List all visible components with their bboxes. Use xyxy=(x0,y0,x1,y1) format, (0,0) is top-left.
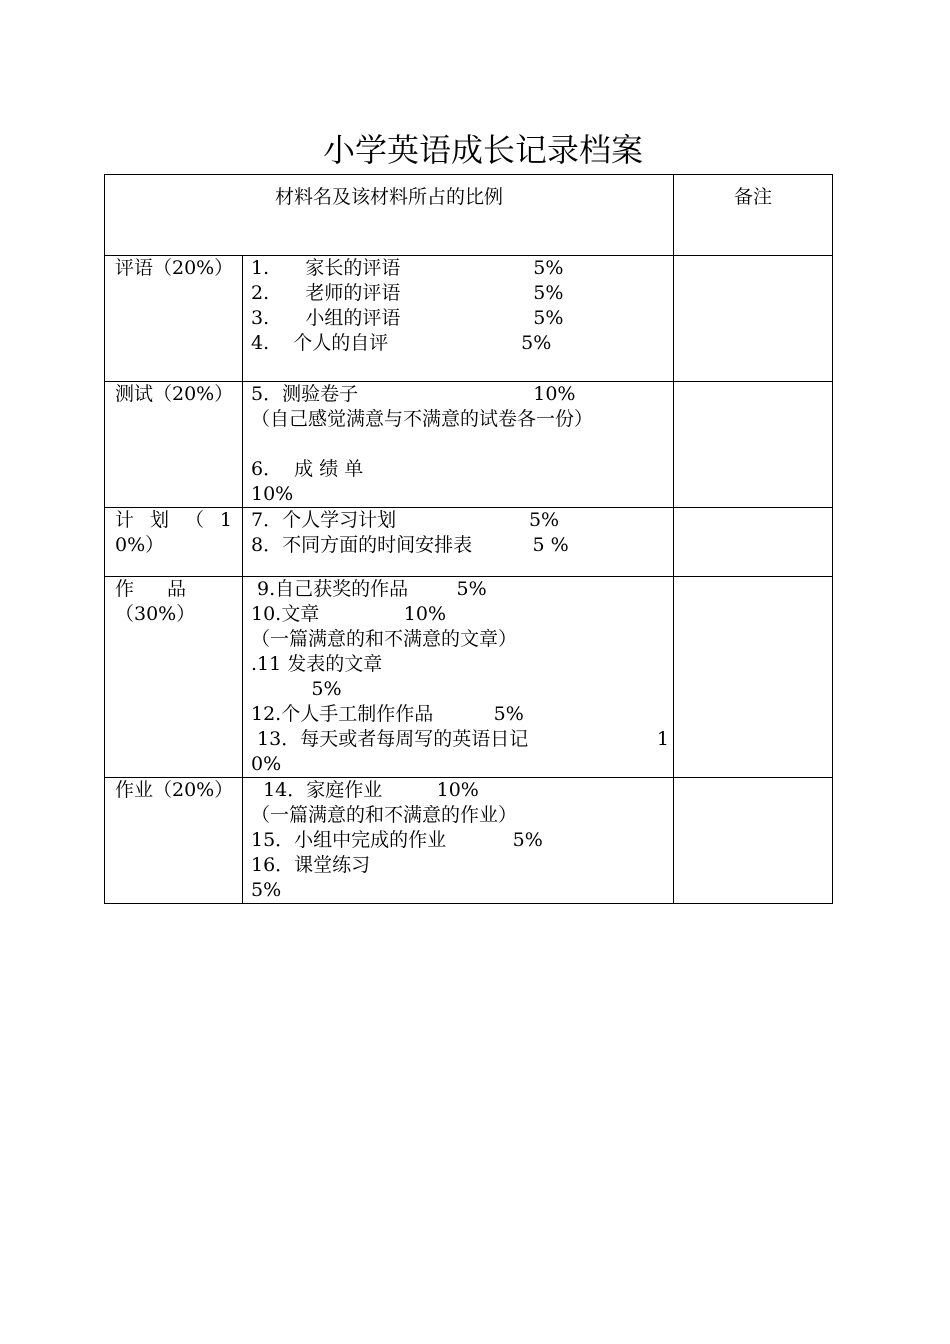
document-title: 小学英语成长记录档案 xyxy=(322,131,643,169)
materials-cell xyxy=(243,508,674,577)
blank-line xyxy=(251,432,673,457)
material-line: 2. 老师的评语 5% xyxy=(251,282,564,304)
category-cell: 作业（20%） xyxy=(105,778,243,904)
material-line: 16．课堂练习 xyxy=(251,854,371,876)
notes-cell xyxy=(674,577,833,778)
notes-cell xyxy=(674,256,833,382)
notes-cell xyxy=(674,508,833,577)
category-cell xyxy=(105,577,243,778)
material-line: 12.个人手工制作作品 5% xyxy=(251,703,524,725)
category-char: （ xyxy=(184,509,204,531)
material-line: 10.文章 10% xyxy=(251,603,447,625)
material-line xyxy=(251,727,673,752)
material-line-tail: 1 xyxy=(656,728,670,750)
category-char: 1 xyxy=(219,509,232,531)
material-line: .11 发表的文章 xyxy=(251,653,383,675)
category-label-line1 xyxy=(115,508,236,533)
material-line: 4. 个人的自评 5% xyxy=(251,332,552,354)
material-line: （一篇满意的和不满意的作业） xyxy=(251,804,518,826)
material-line: 9.自己获奖的作品 5% xyxy=(251,578,487,600)
table-row xyxy=(105,778,833,904)
table-row xyxy=(105,256,833,382)
table-row xyxy=(105,577,833,778)
material-line: （一篇满意的和不满意的文章） xyxy=(251,628,518,650)
category-char: 计 xyxy=(115,509,135,531)
header-materials: 材料名及该材料所占的比例 xyxy=(105,175,674,256)
material-line: 7．个人学习计划 5% xyxy=(251,509,560,531)
material-line: 3. 小组的评语 5% xyxy=(251,307,564,329)
material-line: 5% xyxy=(251,879,282,901)
material-line-text: 13．每天或者每周写的英语日记 xyxy=(251,728,529,750)
table-row xyxy=(105,508,833,577)
material-line: 0% xyxy=(251,753,282,775)
material-line: 8．不同方面的时间安排表 5 % xyxy=(251,534,569,556)
material-line: 15．小组中完成的作业 5% xyxy=(251,829,543,851)
material-line: （自己感觉满意与不满意的试卷各一份） xyxy=(251,408,594,430)
category-char: 划 xyxy=(149,509,169,531)
header-row xyxy=(105,175,833,256)
material-line: 5% xyxy=(251,678,342,700)
materials-cell xyxy=(243,577,674,778)
category-label-line2: 0%） xyxy=(115,534,165,556)
material-line: 5．测验卷子 10% xyxy=(251,383,576,405)
material-line: 14．家庭作业 10% xyxy=(251,779,479,801)
category-cell: 测试（20%） xyxy=(105,382,243,508)
materials-cell xyxy=(243,778,674,904)
material-line: 6． 成 绩 单 xyxy=(251,458,364,480)
record-table xyxy=(104,174,833,904)
category-label-line2: （30%） xyxy=(115,603,196,625)
notes-cell xyxy=(674,778,833,904)
category-label-line1 xyxy=(115,577,236,602)
materials-cell xyxy=(243,382,674,508)
category-cell: 评语（20%） xyxy=(105,256,243,382)
category-cell xyxy=(105,508,243,577)
material-line: 10% xyxy=(251,483,294,505)
table-row xyxy=(105,382,833,508)
category-char: 作 xyxy=(115,578,135,600)
material-line: 1. 家长的评语 5% xyxy=(251,257,564,279)
materials-cell xyxy=(243,256,674,382)
notes-cell xyxy=(674,382,833,508)
header-notes: 备注 xyxy=(674,175,833,256)
category-char: 品 xyxy=(166,578,186,600)
